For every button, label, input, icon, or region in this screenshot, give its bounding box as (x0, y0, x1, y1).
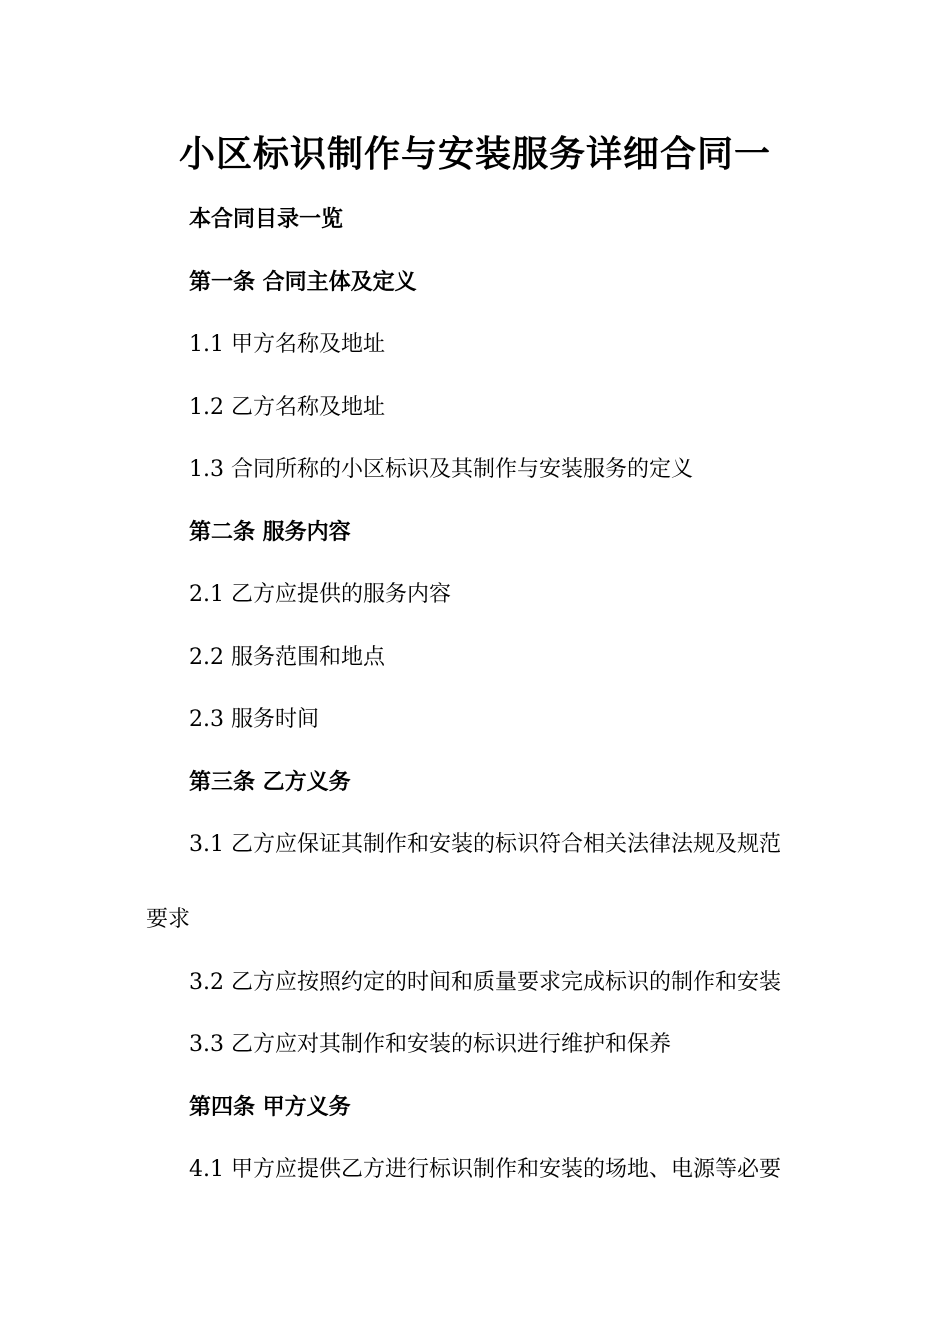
toc-item: 3.3 乙方应对其制作和安装的标识进行维护和保养 (189, 1032, 671, 1057)
toc-item: 1.1 甲方名称及地址 (189, 332, 385, 357)
toc-item: 2.1 乙方应提供的服务内容 (189, 582, 451, 607)
toc-item: 1.3 合同所称的小区标识及其制作与安装服务的定义 (189, 457, 693, 482)
toc-item: 1.2 乙方名称及地址 (189, 395, 385, 420)
toc-item: 3.1 乙方应保证其制作和安装的标识符合相关法律法规及规范 (189, 832, 781, 857)
toc-item: 2.2 服务范围和地点 (189, 645, 385, 670)
section-heading: 第一条 合同主体及定义 (189, 270, 417, 295)
toc-item: 2.3 服务时间 (189, 707, 319, 732)
document-title: 小区标识制作与安装服务详细合同一 (178, 133, 771, 175)
section-heading: 第四条 甲方义务 (189, 1095, 351, 1120)
section-heading: 第二条 服务内容 (189, 520, 351, 545)
toc-heading: 本合同目录一览 (189, 207, 344, 232)
section-heading: 第三条 乙方义务 (189, 770, 351, 795)
toc-item-continuation: 要求 (146, 907, 191, 932)
toc-item: 3.2 乙方应按照约定的时间和质量要求完成标识的制作和安装 (189, 970, 781, 995)
toc-item: 4.1 甲方应提供乙方进行标识制作和安装的场地、电源等必要 (189, 1157, 781, 1182)
